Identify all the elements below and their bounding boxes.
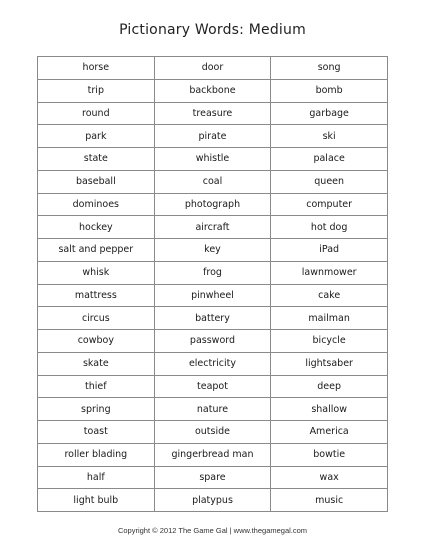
word-cell: round xyxy=(38,102,155,125)
word-cell: key xyxy=(154,239,271,262)
word-cell: mailman xyxy=(271,307,388,330)
word-cell: aircraft xyxy=(154,216,271,239)
word-cell: gingerbread man xyxy=(154,443,271,466)
word-cell: shallow xyxy=(271,398,388,421)
word-cell: iPad xyxy=(271,239,388,262)
table-row xyxy=(38,284,388,307)
table-row xyxy=(38,79,388,102)
word-cell: cowboy xyxy=(38,330,155,353)
word-cell: bowtie xyxy=(271,443,388,466)
word-cell: queen xyxy=(271,170,388,193)
table-row xyxy=(38,421,388,444)
word-cell: coal xyxy=(154,170,271,193)
table-row xyxy=(38,489,388,512)
word-cell: password xyxy=(154,330,271,353)
word-cell: cake xyxy=(271,284,388,307)
word-cell: pinwheel xyxy=(154,284,271,307)
word-cell: photograph xyxy=(154,193,271,216)
table-row xyxy=(38,193,388,216)
word-cell: hot dog xyxy=(271,216,388,239)
word-cell: half xyxy=(38,466,155,489)
word-cell: outside xyxy=(154,421,271,444)
word-cell: frog xyxy=(154,261,271,284)
word-cell: deep xyxy=(271,375,388,398)
word-cell: America xyxy=(271,421,388,444)
word-cell: horse xyxy=(38,57,155,80)
word-cell: electricity xyxy=(154,352,271,375)
word-cell: lawnmower xyxy=(271,261,388,284)
word-cell: music xyxy=(271,489,388,512)
table-row xyxy=(38,352,388,375)
word-cell: hockey xyxy=(38,216,155,239)
word-cell: light bulb xyxy=(38,489,155,512)
page-title: Pictionary Words: Medium xyxy=(119,22,306,38)
word-cell: door xyxy=(154,57,271,80)
table-row xyxy=(38,170,388,193)
table-row xyxy=(38,443,388,466)
table-row xyxy=(38,148,388,171)
word-cell: dominoes xyxy=(38,193,155,216)
table-row xyxy=(38,398,388,421)
word-cell: park xyxy=(38,125,155,148)
word-cell: whistle xyxy=(154,148,271,171)
word-cell: baseball xyxy=(38,170,155,193)
word-cell: spring xyxy=(38,398,155,421)
table-row xyxy=(38,57,388,80)
word-cell: ski xyxy=(271,125,388,148)
word-cell: lightsaber xyxy=(271,352,388,375)
copyright-footer: Copyright © 2012 The Game Gal | www.thegamegal.com xyxy=(117,526,308,535)
table-row xyxy=(38,125,388,148)
word-cell: whisk xyxy=(38,261,155,284)
word-cell: circus xyxy=(38,307,155,330)
word-cell: palace xyxy=(271,148,388,171)
table-row xyxy=(38,261,388,284)
word-cell: computer xyxy=(271,193,388,216)
word-cell: nature xyxy=(154,398,271,421)
word-table xyxy=(37,56,388,512)
word-cell: state xyxy=(38,148,155,171)
word-cell: toast xyxy=(38,421,155,444)
word-cell: garbage xyxy=(271,102,388,125)
table-row xyxy=(38,239,388,262)
word-cell: salt and pepper xyxy=(38,239,155,262)
word-cell: backbone xyxy=(154,79,271,102)
word-cell: pirate xyxy=(154,125,271,148)
word-cell: thief xyxy=(38,375,155,398)
table-row xyxy=(38,466,388,489)
word-cell: skate xyxy=(38,352,155,375)
word-cell: song xyxy=(271,57,388,80)
word-cell: teapot xyxy=(154,375,271,398)
word-cell: mattress xyxy=(38,284,155,307)
word-cell: spare xyxy=(154,466,271,489)
word-cell: trip xyxy=(38,79,155,102)
word-cell: platypus xyxy=(154,489,271,512)
word-cell: wax xyxy=(271,466,388,489)
table-row xyxy=(38,102,388,125)
word-cell: bicycle xyxy=(271,330,388,353)
table-row xyxy=(38,216,388,239)
word-cell: bomb xyxy=(271,79,388,102)
table-row xyxy=(38,375,388,398)
word-table-body xyxy=(38,57,388,512)
word-cell: treasure xyxy=(154,102,271,125)
table-row xyxy=(38,307,388,330)
word-cell: battery xyxy=(154,307,271,330)
table-row xyxy=(38,330,388,353)
word-cell: roller blading xyxy=(38,443,155,466)
